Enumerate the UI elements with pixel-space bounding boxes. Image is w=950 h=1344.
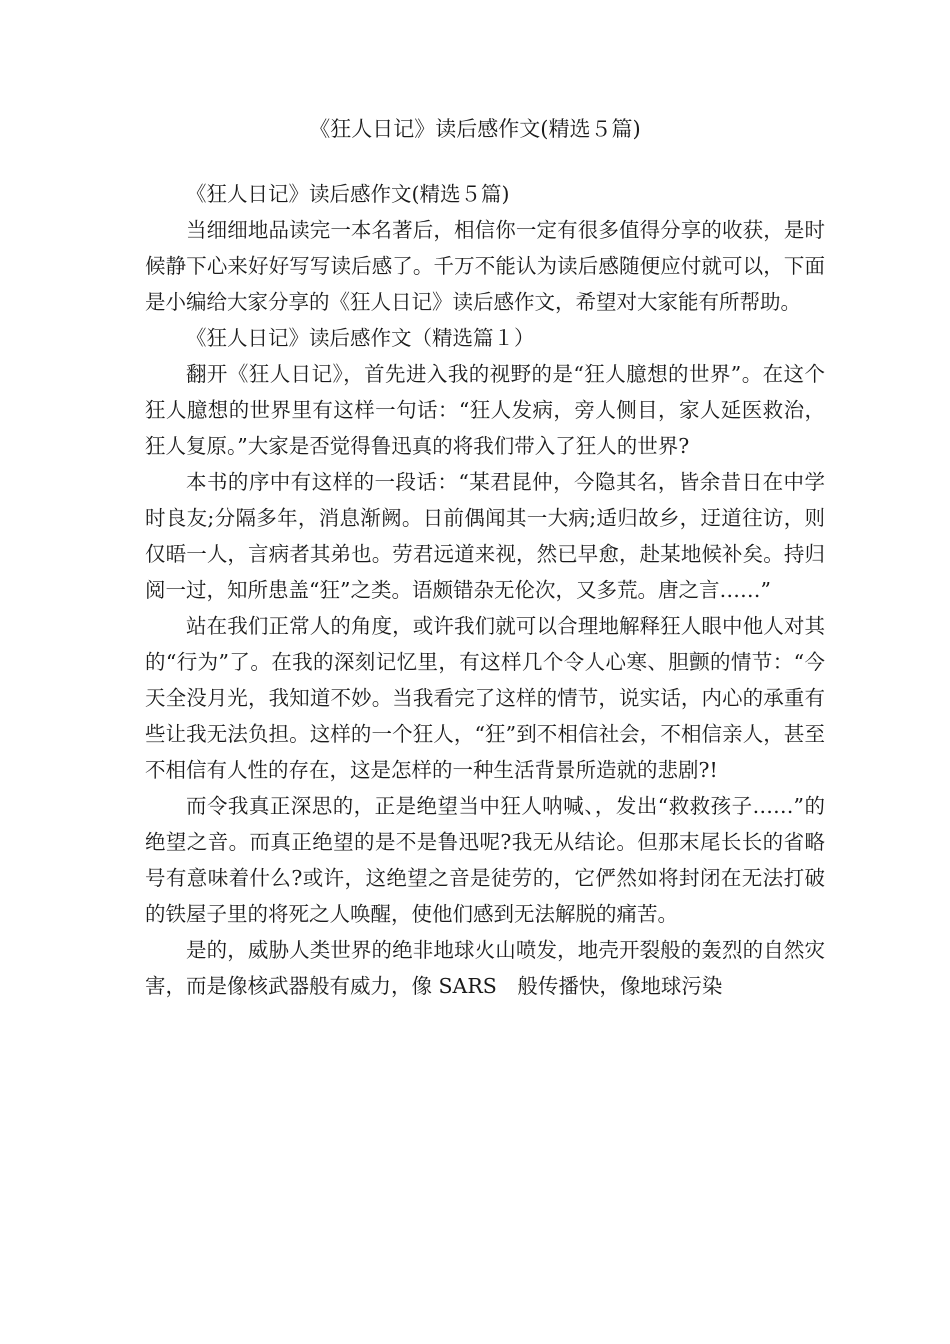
- body-paragraph: 翻开《狂人日记》，首先进入我的视野的是“狂人臆想的世界”。在这个狂人臆想的世界里有这样一句话：“狂人发病，旁人侧目，家人延医救治，狂人复原。”大家是否觉得鲁迅真的将我们带入了狂人的世界?: [145, 362, 825, 458]
- repeated-title-paragraph: 《狂人日记》读后感作文(精选５篇): [186, 182, 510, 206]
- section-heading-1: 《狂人日记》读后感作文（精选篇１）: [186, 326, 535, 350]
- document-body: [145, 176, 825, 1004]
- intro-paragraph: 当细细地品读完一本名著后，相信你一定有很多值得分享的收获，是时候静下心来好好写写读后感了。千万不能认为读后感随便应付就可以，下面是小编给大家分享的《狂人日记》读后感作文，希望对大家能有所帮助。: [145, 218, 825, 314]
- document-title: 《狂人日记》读后感作文(精选５篇): [309, 117, 641, 141]
- body-paragraph: 站在我们正常人的角度，或许我们就可以合理地解释狂人眼中他人对其的“行为”了。在我的深刻记忆里，有这样几个令人心寒、胆颤的情节：“今天全没月光，我知道不妙。当我看完了这样的情节，说实话，内心的承重有些让我无法负担。这样的一个狂人，“狂”到不相信社会，不相信亲人，甚至不相信有人性的存在，这是怎样的一种生活背景所造就的悲剧?!: [145, 614, 825, 782]
- body-paragraph: 是的，威胁人类世界的绝非地球火山喷发，地壳开裂般的轰烈的自然灾害，而是像核武器般有威力，像 SARS 般传播快，像地球污染: [145, 938, 825, 998]
- body-paragraph: 本书的序中有这样的一段话：“某君昆仲，今隐其名，皆余昔日在中学时良友;分隔多年，消息渐阙。日前偶闻其一大病;适归故乡，迂道往访，则仅晤一人，言病者其弟也。劳君远道来视，然已早愈，赴某地候补矣。持归阅一过，知所患盖“狂”之类。语颇错杂无伦次，又多荒。唐之言……”: [145, 470, 825, 602]
- body-paragraph: 而令我真正深思的，正是绝望当中狂人呐喊、，发出“救救孩子……”的绝望之音。而真正绝望的是不是鲁迅呢?我无从结论。但那末尾长长的省略号有意味着什么?或许，这绝望之音是徒劳的，它俨然如将封闭在无法打破的铁屋子里的将死之人唤醒，使他们感到无法解脱的痛苦。: [145, 794, 825, 926]
